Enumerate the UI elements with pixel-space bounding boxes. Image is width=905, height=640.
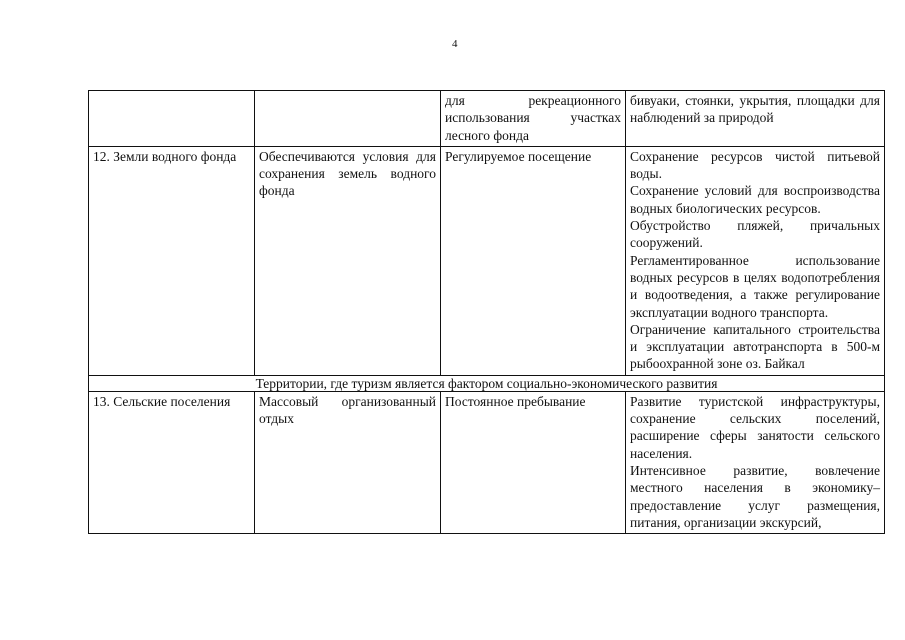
row12-conditions-cell: Обеспечиваются условия для сохранения земель водного фонда (255, 146, 441, 375)
row13-measure-2: Интенсивное развитие, вовлечение местного населения в экономику– предоставление услуг размещения, питания, организации экскурсий, (630, 462, 880, 530)
row12-visit-mode-cell: Регулируемое посещение (441, 146, 626, 375)
row12-territory-cell: 12. Земли водного фонда (89, 146, 255, 375)
table-row-continuation (89, 91, 885, 147)
table-row-13 (89, 391, 885, 533)
section-heading: Территории, где туризм является фактором социально-экономического развития (89, 375, 885, 391)
row12-measure-2: Сохранение условий для воспроизводства водных биологических ресурсов. (630, 183, 880, 216)
row13-measure-1: Развитие туристской инфраструктуры, сохранение сельских поселений, расширение сферы занятости сельского населения. (630, 393, 880, 461)
row12-measures-cell (626, 146, 885, 375)
row12-measure-4: Регламентированное использование водных ресурсов в целях водопотребления и водоотведения, а также регулирование эксплуатации водного транспорта. (630, 252, 880, 320)
row12-measure-5: Ограничение капитального строительства и эксплуатации автотранспорта в 500-м рыбоохранной зоне оз. Байкал (630, 321, 880, 372)
regulations-table (88, 90, 885, 534)
row13-conditions-cell: Массовый организованный отдых (255, 391, 441, 533)
continuation-col2-cell (255, 91, 441, 147)
row13-measures-cell (626, 391, 885, 533)
continuation-col1-cell (89, 91, 255, 147)
section-heading-row (89, 375, 885, 391)
row13-territory-cell: 13. Сельские поселения (89, 391, 255, 533)
page-number: 4 (452, 38, 458, 50)
continuation-col3-cell: для рекреационного использования участках лесного фонда (441, 91, 626, 147)
row12-measure-1: Сохранение ресурсов чистой питьевой воды. (630, 148, 880, 182)
continuation-col4-cell: бивуаки, стоянки, укрытия, площадки для наблюдений за природой (626, 91, 885, 147)
row13-visit-mode-cell: Постоянное пребывание (441, 391, 626, 533)
table-row-12 (89, 146, 885, 375)
row12-measure-3: Обустройство пляжей, причальных сооружений. (630, 218, 880, 251)
